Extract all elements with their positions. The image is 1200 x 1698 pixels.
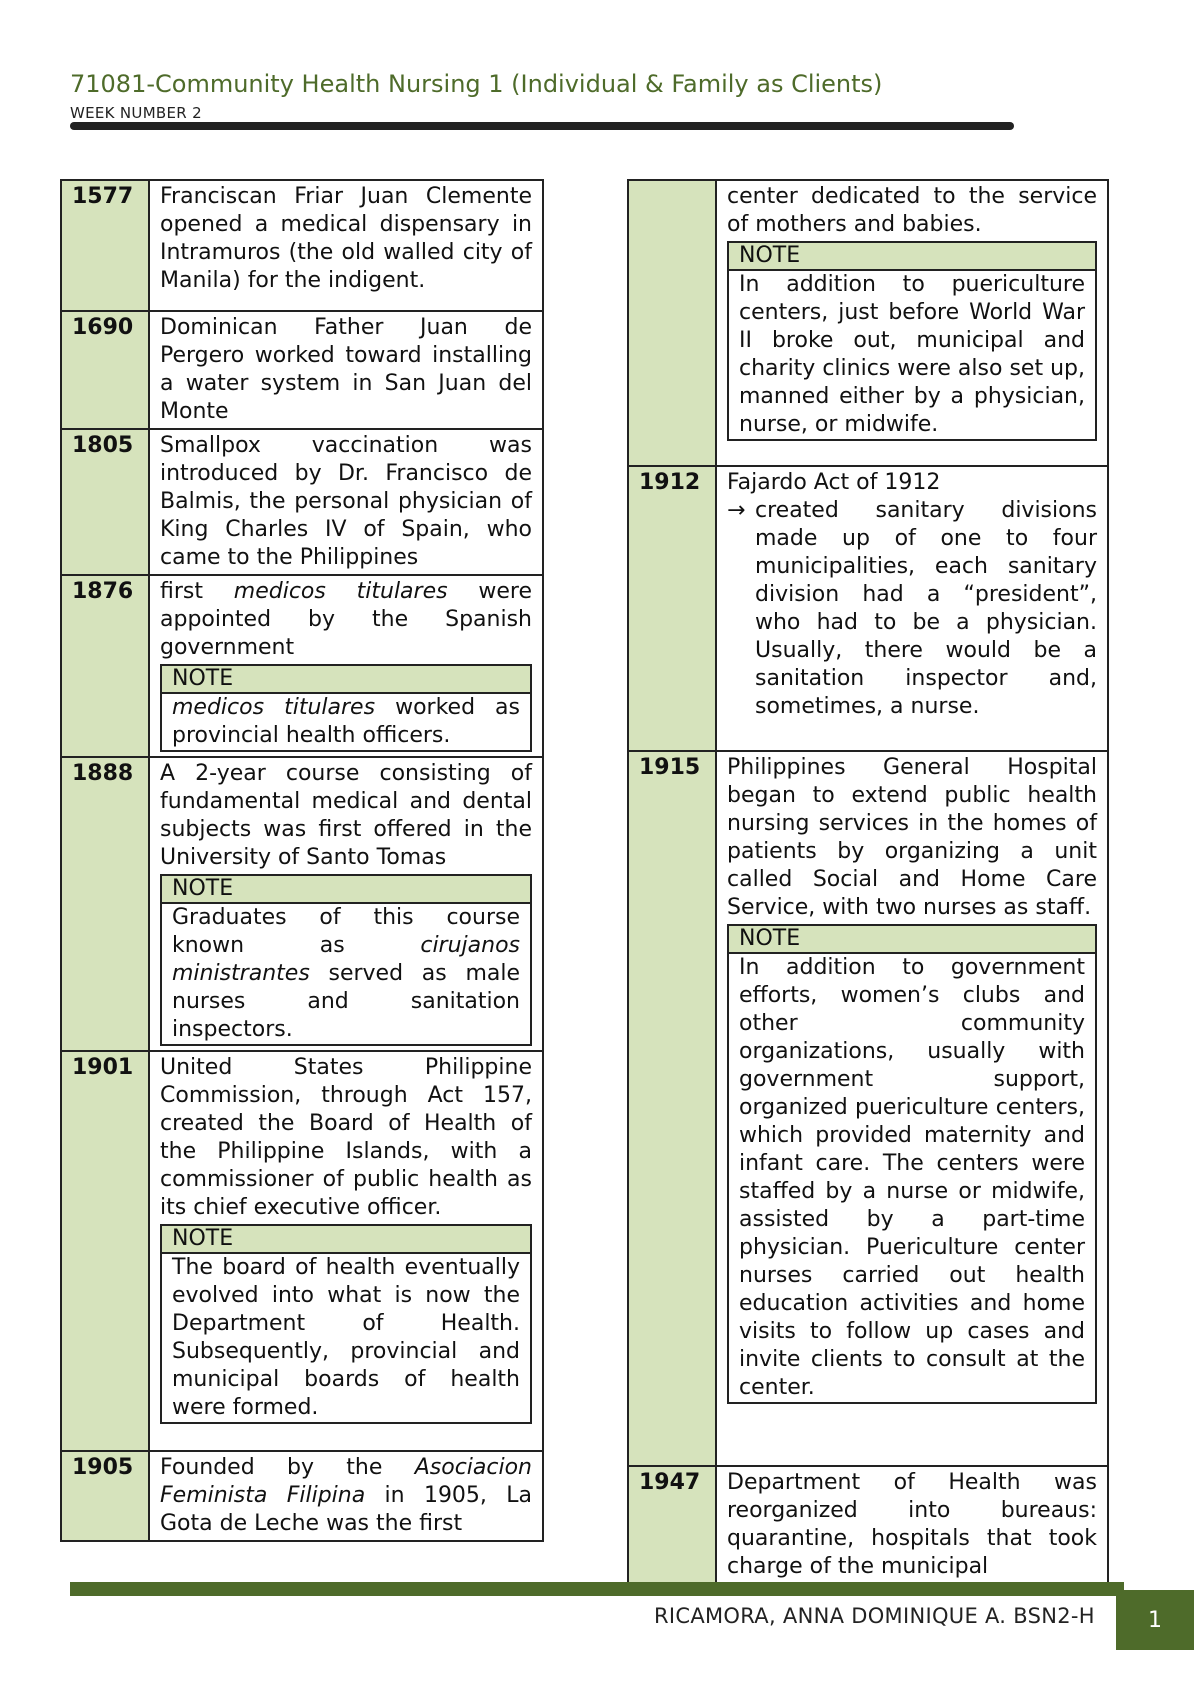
- note-box: [727, 241, 1097, 441]
- year-cell: 1901: [61, 1051, 149, 1451]
- note-box: [160, 1224, 532, 1424]
- year-cell: 1947: [628, 1466, 716, 1584]
- event-text: center dedicated to the service of mothers and babies.: [727, 184, 1097, 237]
- timeline-row: [61, 429, 543, 575]
- note-label: NOTE: [729, 926, 1095, 954]
- course-title: Community Health Nursing 1 (Individual & Family as Clients): [155, 70, 883, 98]
- year-cell: 1912: [628, 466, 716, 751]
- timeline-row: [628, 180, 1108, 466]
- event-emphasis: medicos titulares: [233, 579, 448, 604]
- timeline-row: [61, 757, 543, 1051]
- timeline-row: [61, 1451, 543, 1541]
- note-text: In addition to puericulture centers, just before World War II broke out, municipal and charity clinics were also set up, manned either by a physician, nurse, or midwife.: [739, 272, 1085, 437]
- event-text: first: [160, 579, 234, 604]
- event-cell: [716, 466, 1108, 751]
- arrow-item: [727, 497, 1097, 721]
- note-text: The board of health eventually evolved into what is now the Department of Health. Subsequently, provincial and municipal boards of health were formed.: [172, 1255, 520, 1420]
- timeline-row: [628, 751, 1108, 1466]
- event-cell: [149, 180, 543, 311]
- year-cell: 1577: [61, 180, 149, 311]
- year-cell: 1888: [61, 757, 149, 1051]
- event-text: in 1905, La Gota de Leche was the first: [160, 1483, 533, 1536]
- note-text: [162, 904, 530, 1044]
- page-number: 1: [1116, 1590, 1194, 1650]
- course-code: 71081-: [70, 70, 156, 98]
- event-cell: [716, 180, 1108, 466]
- note-label: NOTE: [729, 243, 1095, 271]
- timeline-row: [61, 311, 543, 429]
- event-cell: [149, 311, 543, 429]
- event-cell: [716, 751, 1108, 1466]
- event-cell: [149, 757, 543, 1051]
- event-text: Franciscan Friar Juan Clemente opened a medical dispensary in Intramuros (the old walled city of Manila) for the indigent.: [160, 184, 532, 293]
- event-text: Philippines General Hospital began to extend public health nursing services in the homes of patients by organizing a unit called Social and Home Care Service, with two nurses as staff.: [727, 755, 1097, 920]
- event-cell: [149, 1451, 543, 1541]
- note-label: NOTE: [162, 666, 530, 694]
- note-label: NOTE: [162, 1226, 530, 1254]
- note-label: NOTE: [162, 876, 530, 904]
- note-text: [162, 694, 530, 750]
- event-text: Dominican Father Juan de Pergero worked toward installing a water system in San Juan del Monte: [160, 315, 532, 424]
- timeline-row: [628, 1466, 1108, 1584]
- event-text: United States Philippine Commission, through Act 157, created the Board of Health of the Philippine Islands, with a commissioner of public health as its chief executive officer.: [160, 1055, 532, 1220]
- timeline-row: [61, 180, 543, 311]
- year-cell: 1690: [61, 311, 149, 429]
- arrow-item-text: created sanitary divisions made up of one to four municipalities, each sanitary division had a “president”, who had to be a physician. Usually, there would be a sanitation inspector and, sometimes, a nurse.: [755, 498, 1097, 719]
- week-label: WEEK NUMBER 2: [70, 104, 202, 122]
- event-cell: [149, 429, 543, 575]
- event-cell: [149, 575, 543, 757]
- year-cell: 1876: [61, 575, 149, 757]
- note-text-part: Graduates of this course known as: [172, 905, 520, 958]
- event-text: Department of Health was reorganized into bureaus: quarantine, hospitals that took charge of the municipal: [727, 1470, 1097, 1579]
- timeline-row: [61, 575, 543, 757]
- footer-rule: [70, 1582, 1124, 1596]
- event-text: A 2-year course consisting of fundamental medical and dental subjects was first offered in the University of Santo Tomas: [160, 761, 532, 870]
- note-text-part: worked as provincial health officers.: [172, 695, 521, 748]
- year-cell: 1905: [61, 1451, 149, 1541]
- timeline-row: [61, 1051, 543, 1451]
- event-cell: [149, 1051, 543, 1451]
- note-box: [160, 664, 532, 752]
- timeline-table-left: [60, 179, 544, 1542]
- note-text-part: served as male nurses and sanitation inspectors.: [172, 961, 520, 1042]
- note-text: In addition to government efforts, women’s clubs and other community organizations, usually with government support, organized puericulture centers, which provided maternity and infant care. The centers were staffed by a nurse or midwife, assisted by a part-time physician. Puericulture center nurses carried out health education activities and home visits to follow up cases and invite clients to consult at the center.: [739, 955, 1085, 1400]
- author-name: RICAMORA, ANNA DOMINIQUE A. BSN2-H: [654, 1604, 1095, 1628]
- event-emphasis: Asociacion Feminista Filipina: [160, 1455, 532, 1508]
- timeline-table-right: [627, 179, 1109, 1585]
- note-box: [727, 924, 1097, 1404]
- event-text: Fajardo Act of 1912: [727, 470, 941, 495]
- event-text: were appointed by the Spanish government: [160, 579, 532, 660]
- event-text: Founded by the: [160, 1455, 415, 1480]
- year-cell: 1915: [628, 751, 716, 1466]
- note-emphasis: cirujanos ministrantes: [172, 933, 520, 986]
- header-rule: [70, 122, 1014, 130]
- arrow-right-icon: →: [727, 498, 746, 523]
- note-emphasis: medicos titulares: [172, 695, 376, 720]
- year-cell: [628, 180, 716, 466]
- document-header: [70, 70, 882, 98]
- year-cell: 1805: [61, 429, 149, 575]
- note-box: [160, 874, 532, 1046]
- event-cell: [716, 1466, 1108, 1584]
- event-text: Smallpox vaccination was introduced by Dr. Francisco de Balmis, the personal physician of King Charles IV of Spain, who came to the Philippines: [160, 433, 532, 570]
- timeline-row: [628, 466, 1108, 751]
